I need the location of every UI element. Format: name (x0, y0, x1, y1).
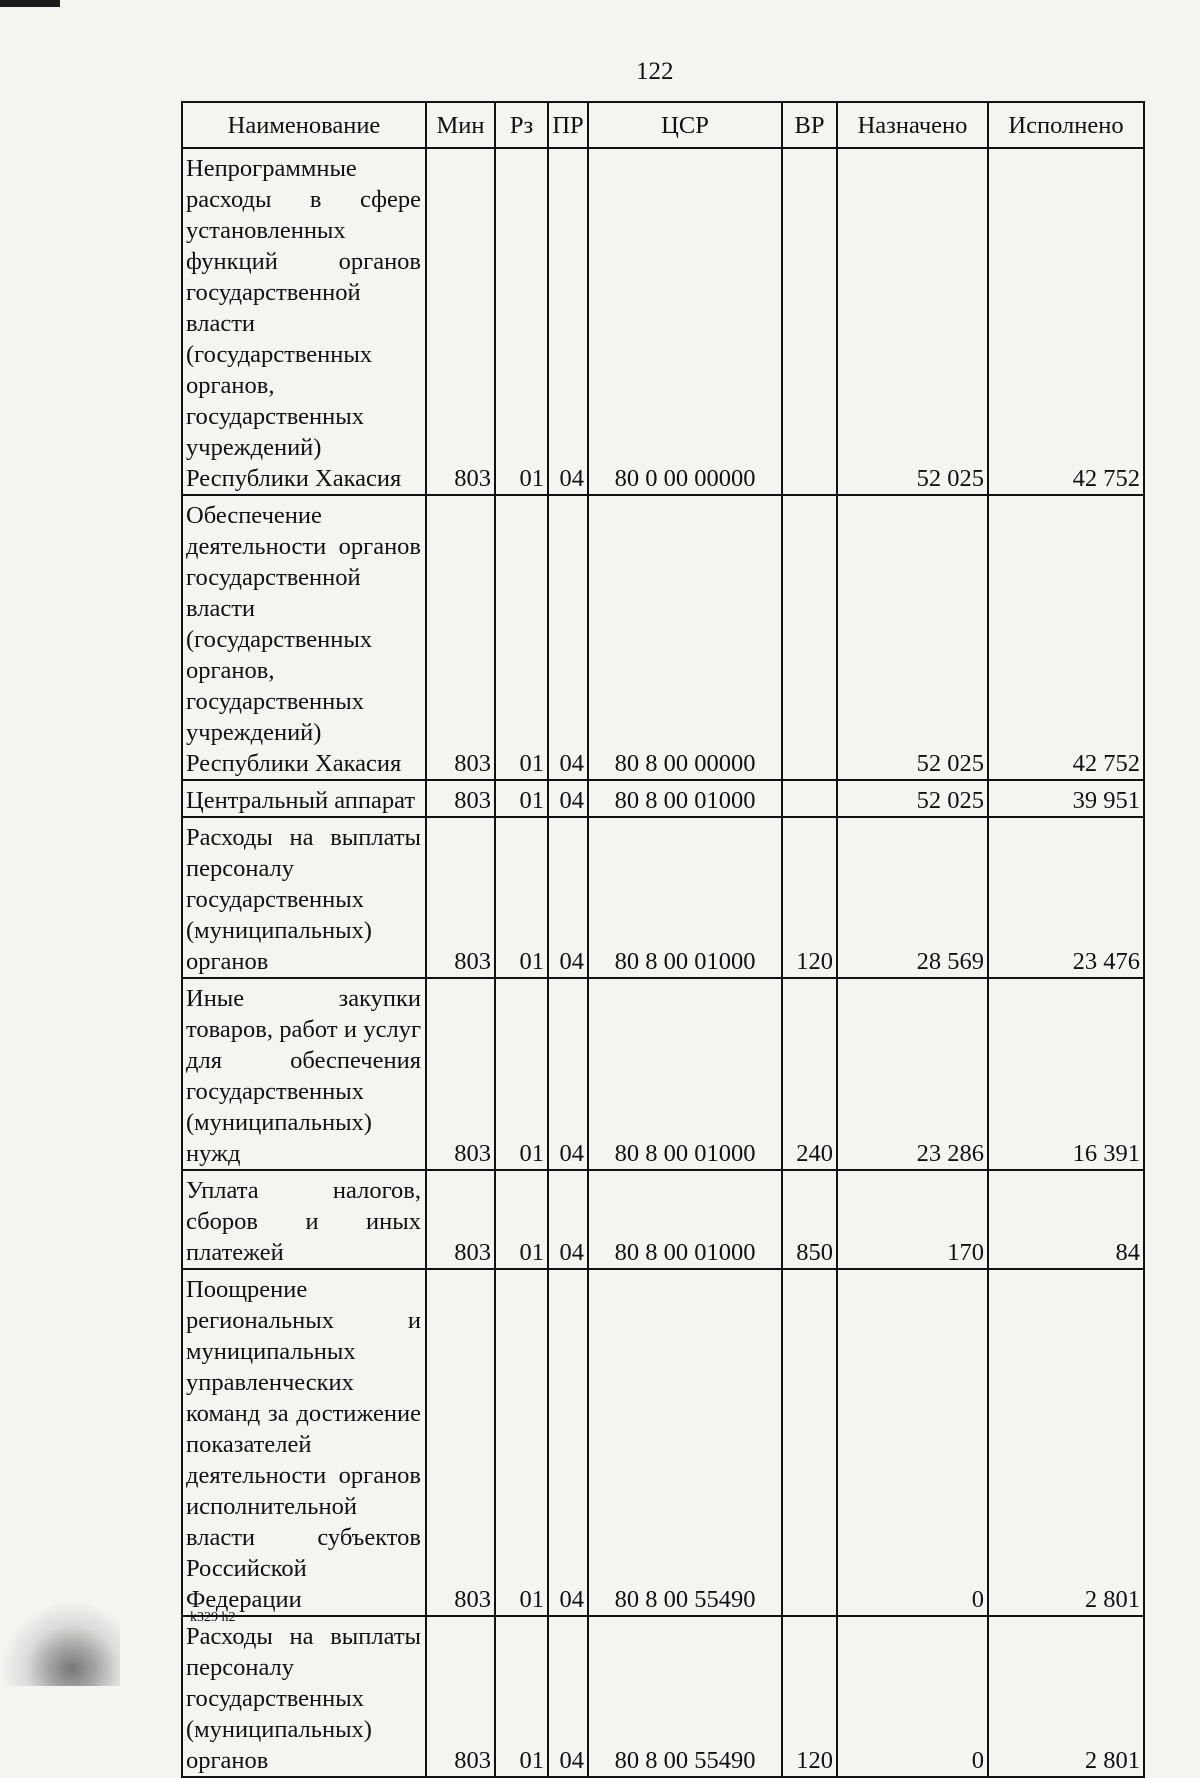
cell-rz: 01 (495, 1269, 548, 1616)
header-pr: ПР (548, 102, 588, 148)
header-assigned: Назначено (837, 102, 988, 148)
cell-csr: 80 8 00 00000 (588, 495, 782, 780)
cell-csr: 80 8 00 55490 (588, 1616, 782, 1777)
cell-csr: 80 8 00 55490 (588, 1269, 782, 1616)
scan-smudge (0, 1600, 120, 1686)
footer-code: k329 h2 (190, 1610, 236, 1625)
cell-pr: 04 (548, 495, 588, 780)
cell-name: Иные закупки товаров, работ и услуг для обеспечения государственных (муниципальных) нужд (182, 978, 426, 1170)
header-csr: ЦСР (588, 102, 782, 148)
cell-executed: 2 801 (988, 1269, 1144, 1616)
table-row (182, 495, 1144, 780)
cell-assigned: 23 286 (837, 978, 988, 1170)
table-header-row (182, 102, 1144, 148)
cell-executed: 39 951 (988, 780, 1144, 817)
cell-name: Центральный аппарат (182, 780, 426, 817)
cell-executed: 42 752 (988, 148, 1144, 495)
cell-pr: 04 (548, 148, 588, 495)
cell-name: Расходы на выплаты персоналу государственных (муниципальных) органов (182, 1616, 426, 1777)
cell-vr (782, 495, 837, 780)
cell-name: Непрограммные расходы в сфере установленных функций органов государственной власти (государственных органов, государственных учреждений) Республики Хакасия (182, 148, 426, 495)
cell-rz: 01 (495, 817, 548, 978)
cell-pr: 04 (548, 1170, 588, 1269)
cell-min: 803 (426, 978, 495, 1170)
cell-vr (782, 780, 837, 817)
table-row (182, 780, 1144, 817)
cell-csr: 80 8 00 01000 (588, 978, 782, 1170)
cell-vr: 120 (782, 1616, 837, 1777)
cell-min: 803 (426, 780, 495, 817)
cell-assigned: 52 025 (837, 148, 988, 495)
cell-pr: 04 (548, 780, 588, 817)
table-row (182, 1170, 1144, 1269)
scan-edge-mark (0, 0, 60, 7)
cell-executed: 16 391 (988, 978, 1144, 1170)
cell-executed: 84 (988, 1170, 1144, 1269)
cell-min: 803 (426, 1170, 495, 1269)
table-row (182, 1616, 1144, 1777)
cell-vr: 850 (782, 1170, 837, 1269)
cell-assigned: 0 (837, 1616, 988, 1777)
cell-pr: 04 (548, 817, 588, 978)
cell-executed: 23 476 (988, 817, 1144, 978)
cell-min: 803 (426, 1616, 495, 1777)
cell-min: 803 (426, 1269, 495, 1616)
table-row (182, 978, 1144, 1170)
cell-csr: 80 8 00 01000 (588, 780, 782, 817)
cell-csr: 80 0 00 00000 (588, 148, 782, 495)
header-vr: ВР (782, 102, 837, 148)
cell-vr: 120 (782, 817, 837, 978)
cell-rz: 01 (495, 1170, 548, 1269)
cell-executed: 2 801 (988, 1616, 1144, 1777)
budget-table (181, 101, 1145, 1778)
cell-pr: 04 (548, 1269, 588, 1616)
cell-vr: 240 (782, 978, 837, 1170)
table-row (182, 148, 1144, 495)
cell-assigned: 170 (837, 1170, 988, 1269)
header-executed: Исполнено (988, 102, 1144, 148)
cell-assigned: 52 025 (837, 780, 988, 817)
cell-rz: 01 (495, 780, 548, 817)
cell-name: Расходы на выплаты персоналу государственных (муниципальных) органов (182, 817, 426, 978)
table-row (182, 1269, 1144, 1616)
header-min: Мин (426, 102, 495, 148)
cell-name: Уплата налогов, сборов и иных платежей (182, 1170, 426, 1269)
table-row (182, 817, 1144, 978)
cell-rz: 01 (495, 495, 548, 780)
cell-min: 803 (426, 495, 495, 780)
cell-min: 803 (426, 817, 495, 978)
cell-vr (782, 148, 837, 495)
cell-name: Поощрение региональных и муниципальных управленческих команд за достижение показателей деятельности органов исполнительной власти субъектов Российской Федерации (182, 1269, 426, 1616)
cell-vr (782, 1269, 837, 1616)
cell-rz: 01 (495, 1616, 548, 1777)
header-rz: Рз (495, 102, 548, 148)
cell-assigned: 0 (837, 1269, 988, 1616)
cell-name: Обеспечение деятельности органов государственной власти (государственных органов, государственных учреждений) Республики Хакасия (182, 495, 426, 780)
cell-assigned: 52 025 (837, 495, 988, 780)
cell-rz: 01 (495, 148, 548, 495)
cell-csr: 80 8 00 01000 (588, 817, 782, 978)
cell-min: 803 (426, 148, 495, 495)
header-name: Наименование (182, 102, 426, 148)
cell-pr: 04 (548, 1616, 588, 1777)
page-number: 122 (636, 58, 674, 85)
cell-executed: 42 752 (988, 495, 1144, 780)
cell-assigned: 28 569 (837, 817, 988, 978)
cell-rz: 01 (495, 978, 548, 1170)
cell-pr: 04 (548, 978, 588, 1170)
cell-csr: 80 8 00 01000 (588, 1170, 782, 1269)
